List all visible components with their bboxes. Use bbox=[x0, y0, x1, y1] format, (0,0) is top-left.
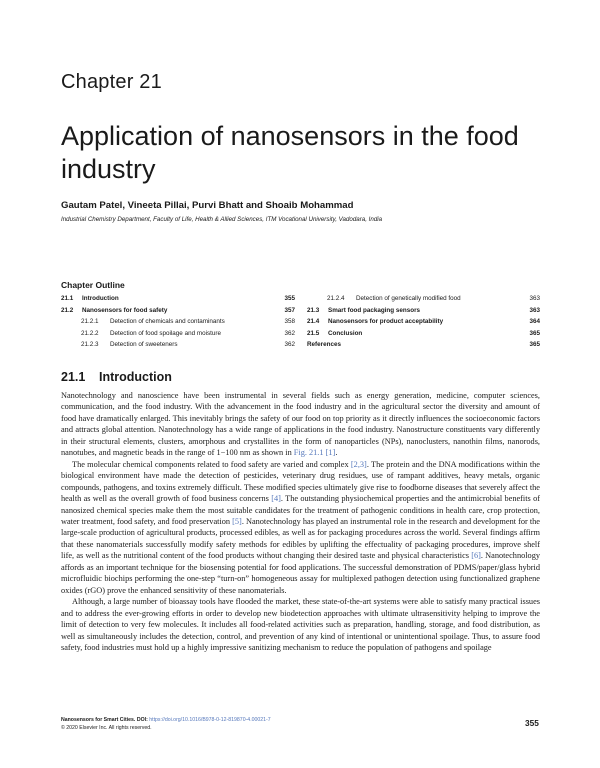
footer-doi-link[interactable]: https://doi.org/10.1016/B978-0-12-819870-4.00021-7 bbox=[149, 717, 271, 723]
toc-entry[interactable] bbox=[61, 305, 295, 317]
toc-number: 21.2.3 bbox=[81, 341, 99, 349]
author-affiliation: Industrial Chemistry Department, Faculty of Life, Health & Allied Sciences, ITM Vocational University, Vadodara, India bbox=[61, 216, 383, 223]
outline-right-column bbox=[307, 293, 540, 351]
toc-entry[interactable] bbox=[61, 339, 295, 351]
figure-reference-link[interactable]: Fig. 21.1 bbox=[293, 448, 324, 458]
toc-label: Introduction bbox=[82, 295, 119, 302]
toc-number: 21.4 bbox=[307, 318, 320, 326]
toc-number: 21.5 bbox=[307, 329, 320, 337]
toc-page: 362 bbox=[284, 329, 295, 337]
toc-entry[interactable] bbox=[307, 339, 540, 351]
toc-entry[interactable] bbox=[61, 293, 295, 305]
toc-label: Detection of sweeteners bbox=[110, 341, 178, 349]
footer-copyright: © 2020 Elsevier Inc. All rights reserved. bbox=[61, 725, 152, 732]
citation-link[interactable]: [1] bbox=[325, 448, 336, 458]
paragraph bbox=[61, 459, 540, 596]
toc-number: 21.3 bbox=[307, 306, 320, 314]
toc-label: Detection of chemicals and contaminants bbox=[110, 318, 225, 326]
paragraph-text: . The outstanding physiochemical properties and the antimicrobial benefits of nanosized chemical species make them the most suitable candidates for the treatment of pathogenic conditions in health care, crop protection, water treatment, food safety, and food preservation bbox=[61, 494, 540, 526]
toc-label: Conclusion bbox=[328, 329, 363, 337]
toc-label: Detection of food spoilage and moisture bbox=[110, 329, 221, 337]
toc-page: 365 bbox=[529, 329, 540, 337]
toc-label: References bbox=[307, 341, 341, 349]
toc-entry[interactable] bbox=[61, 316, 295, 328]
chapter-title: Application of nanosensors in the food industry bbox=[61, 121, 519, 184]
citation-link[interactable]: [2,3] bbox=[350, 459, 367, 469]
citation-link[interactable]: [6] bbox=[471, 551, 481, 561]
toc-label: Detection of genetically modified food bbox=[356, 295, 461, 302]
paragraph-text: . The protein and the DNA modifications within the biological environment have made the detection of pesticides, veterinary drug residues, use of rampant additives, heavy metals, organic compounds, pathogens, and toxins extremely difficult. These modified species ultimately give rise to foodborne diseases that severely affect the health as well as the overall growth of food business concerns bbox=[61, 459, 540, 504]
toc-page: 363 bbox=[529, 295, 540, 302]
toc-label: Nanosensors for food safety bbox=[82, 306, 168, 314]
toc-number: 21.2.4 bbox=[327, 295, 345, 302]
paragraph-text: The molecular chemical components related to food safety are varied and complex bbox=[72, 459, 351, 469]
outline-heading: Chapter Outline bbox=[61, 280, 125, 290]
toc-entry[interactable] bbox=[307, 293, 540, 305]
section-heading bbox=[61, 370, 172, 384]
body-text bbox=[61, 390, 540, 653]
toc-number: 21.2.1 bbox=[81, 318, 99, 326]
paragraph bbox=[61, 390, 540, 459]
section-number: 21.1 bbox=[61, 370, 86, 384]
toc-number: 21.2 bbox=[61, 306, 74, 314]
paragraph: Although, a large number of bioassay tools have flooded the market, these state-of-the-art systems were able to satisfy many practical issues and to address the ever-growing efforts in order to develop new biodetection approaches with ultimate ultrasensitivity helping to improve the limit of detection to very few molecules. It includes all food-related activities such as preparation, handling, storage, and food distribution, as well as simultaneously includes the detection, control, and prevention of any kind of intentional or unintentional spoilage. Thus, to assure food safety, food industries must hold up a highly impressive sanitizing mechanism to reduce the population of pathogens and spoilage bbox=[61, 597, 540, 652]
toc-page: 364 bbox=[529, 318, 540, 326]
footer-book-label: Nanosensors for Smart Cities. bbox=[61, 717, 136, 723]
toc-entry[interactable] bbox=[307, 316, 540, 328]
toc-number: 21.1 bbox=[61, 295, 74, 302]
toc-label: Nanosensors for product acceptability bbox=[328, 318, 444, 326]
paragraph-text: . bbox=[335, 448, 338, 458]
toc-page: 362 bbox=[284, 341, 295, 349]
toc-entry[interactable] bbox=[307, 328, 540, 340]
toc-page: 365 bbox=[529, 341, 540, 349]
toc-page: 358 bbox=[284, 318, 295, 326]
paragraph-text: . Nanotechnology has played an instrumental role in the research and development for the large-scale production of agricultural products, processed edibles, as well as for packaging procedures across the world. Several findings affirm that these nanomaterials successfully modify safety methods for edibles by uplifting the effectuality of packaging procedures, improve shelf life, as well as the nutritional content of the food products without changing their desired taste and physical characteristics bbox=[61, 516, 540, 561]
page-number: 355 bbox=[525, 718, 539, 728]
paragraph-text: Nanotechnology and nanoscience have been instrumental in several fields such as energy generation, medicine, computer sciences, communication, and the food industry. With the advancement in the food industry and in the agricultural sector the diversity and amount of food have dramatically enlarged. This inevitably brings the safety of our food on top priority as it directly influences the socioeconomic factors and attracts global attention. Nanotechnology has a wide range of applications in the food industry. Nanostructure constituents vary differently in their structural elements, clusters, amorphous and crystallites in the form of nanoparticles (NPs), nanoclusters, nanothin films, nanorods, nanotubes, and magnetic beads in the range of 1−100 nm as shown in bbox=[61, 391, 540, 458]
section-title: Introduction bbox=[99, 370, 172, 384]
paragraph-text: . Nanotechnology affords as an important technique for the biosensing potential for food applications. The successful demonstration of PDMS/paper/glass hybrid microfluidic biochips performing the one-step “turn-on” homogeneous assay for multiplexed pathogen detection using functionalized graphene oxides (rGO) prove the enhanced sensitivity of these nanomaterials. bbox=[61, 551, 540, 595]
author-list: Gautam Patel, Vineeta Pillai, Purvi Bhatt and Shoaib Mohammad bbox=[61, 200, 354, 211]
toc-number: 21.2.2 bbox=[81, 329, 99, 337]
citation-link[interactable]: [5] bbox=[232, 516, 242, 526]
page-footer bbox=[61, 716, 271, 733]
toc-page: 363 bbox=[529, 306, 540, 314]
toc-entry[interactable] bbox=[307, 305, 540, 317]
toc-page: 355 bbox=[284, 295, 295, 302]
chapter-label: Chapter 21 bbox=[61, 71, 162, 93]
outline-left-column bbox=[61, 293, 295, 351]
citation-link[interactable]: [4] bbox=[271, 494, 281, 504]
toc-entry[interactable] bbox=[61, 328, 295, 340]
footer-doi-label: DOI: bbox=[136, 717, 148, 723]
toc-page: 357 bbox=[284, 306, 295, 314]
toc-label: Smart food packaging sensors bbox=[328, 306, 421, 314]
footer-citation bbox=[61, 716, 271, 724]
